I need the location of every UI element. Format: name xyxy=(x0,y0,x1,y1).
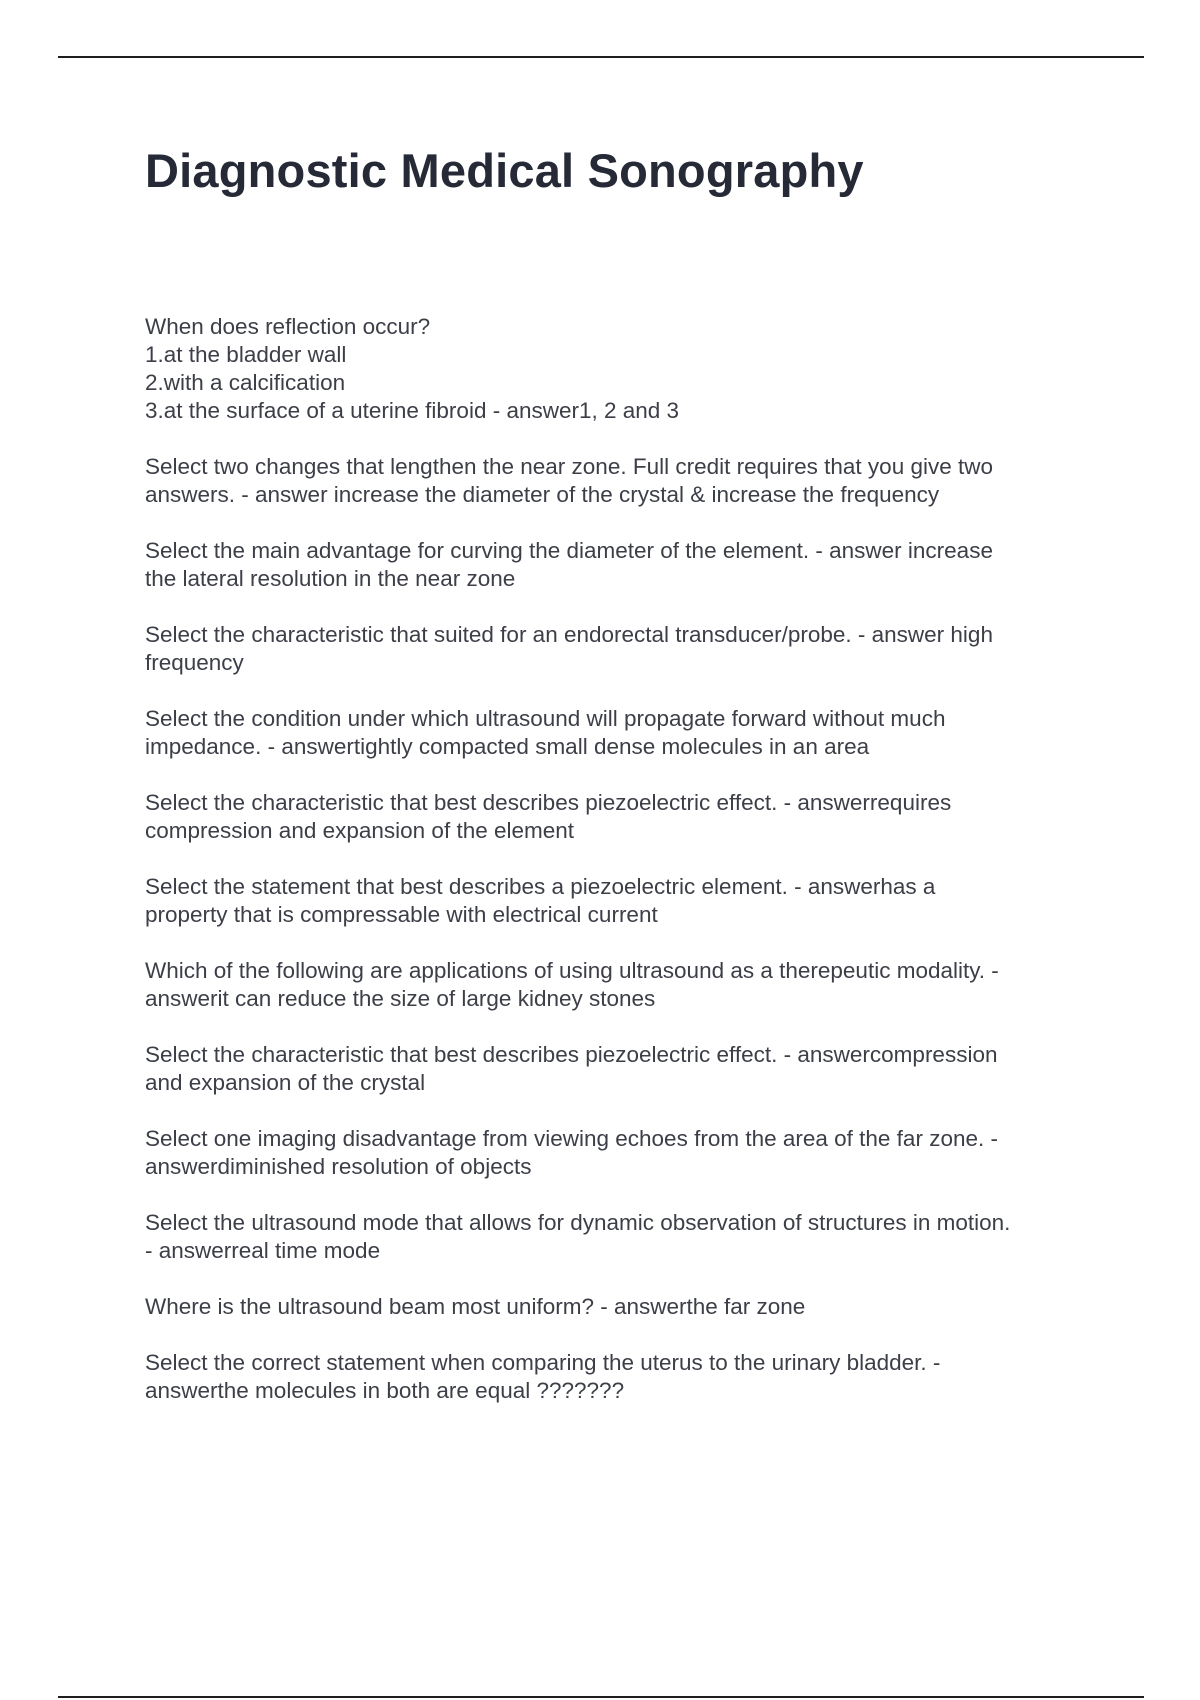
qa-item: Select the correct statement when comparing the uterus to the urinary bladder. - answerthe molecules in both are equal ??????? xyxy=(145,1350,941,1403)
top-rule xyxy=(58,56,1144,58)
qa-item: Which of the following are applications of using ultrasound as a therepeutic modality. - answerit can reduce the size of large kidney stones xyxy=(145,958,999,1011)
bottom-rule xyxy=(58,1696,1144,1698)
qa-item: Select two changes that lengthen the near zone. Full credit requires that you give two answers. - answer increase the diameter of the crystal & increase the frequency xyxy=(145,454,994,507)
qa-item: Select the characteristic that best describes piezoelectric effect. - answerrequires compression and expansion of the element xyxy=(145,790,952,843)
qa-item: Where is the ultrasound beam most uniform? - answerthe far zone xyxy=(145,1294,806,1319)
qa-item: Select one imaging disadvantage from viewing echoes from the area of the far zone. - answerdiminished resolution of objects xyxy=(145,1126,998,1179)
page-title: Diagnostic Medical Sonography xyxy=(145,144,864,197)
qa-item: Select the condition under which ultrasound will propagate forward without much impedance. - answertightly compacted small dense molecules in an area xyxy=(145,706,946,759)
qa-item: Select the characteristic that best describes piezoelectric effect. - answercompression and expansion of the crystal xyxy=(145,1042,998,1095)
qa-item: When does reflection occur? 1.at the bladder wall 2.with a calcification 3.at the surface of a uterine fibroid - answer1, 2 and 3 xyxy=(145,314,680,423)
qa-list xyxy=(145,313,1085,1433)
qa-item: Select the statement that best describes a piezoelectric element. - answerhas a property that is compressable with electrical current xyxy=(145,874,936,927)
qa-item: Select the characteristic that suited for an endorectal transducer/probe. - answer high frequency xyxy=(145,622,993,675)
qa-item: Select the ultrasound mode that allows for dynamic observation of structures in motion. - answerreal time mode xyxy=(145,1210,1011,1263)
qa-item: Select the main advantage for curving the diameter of the element. - answer increase the lateral resolution in the near zone xyxy=(145,538,993,591)
